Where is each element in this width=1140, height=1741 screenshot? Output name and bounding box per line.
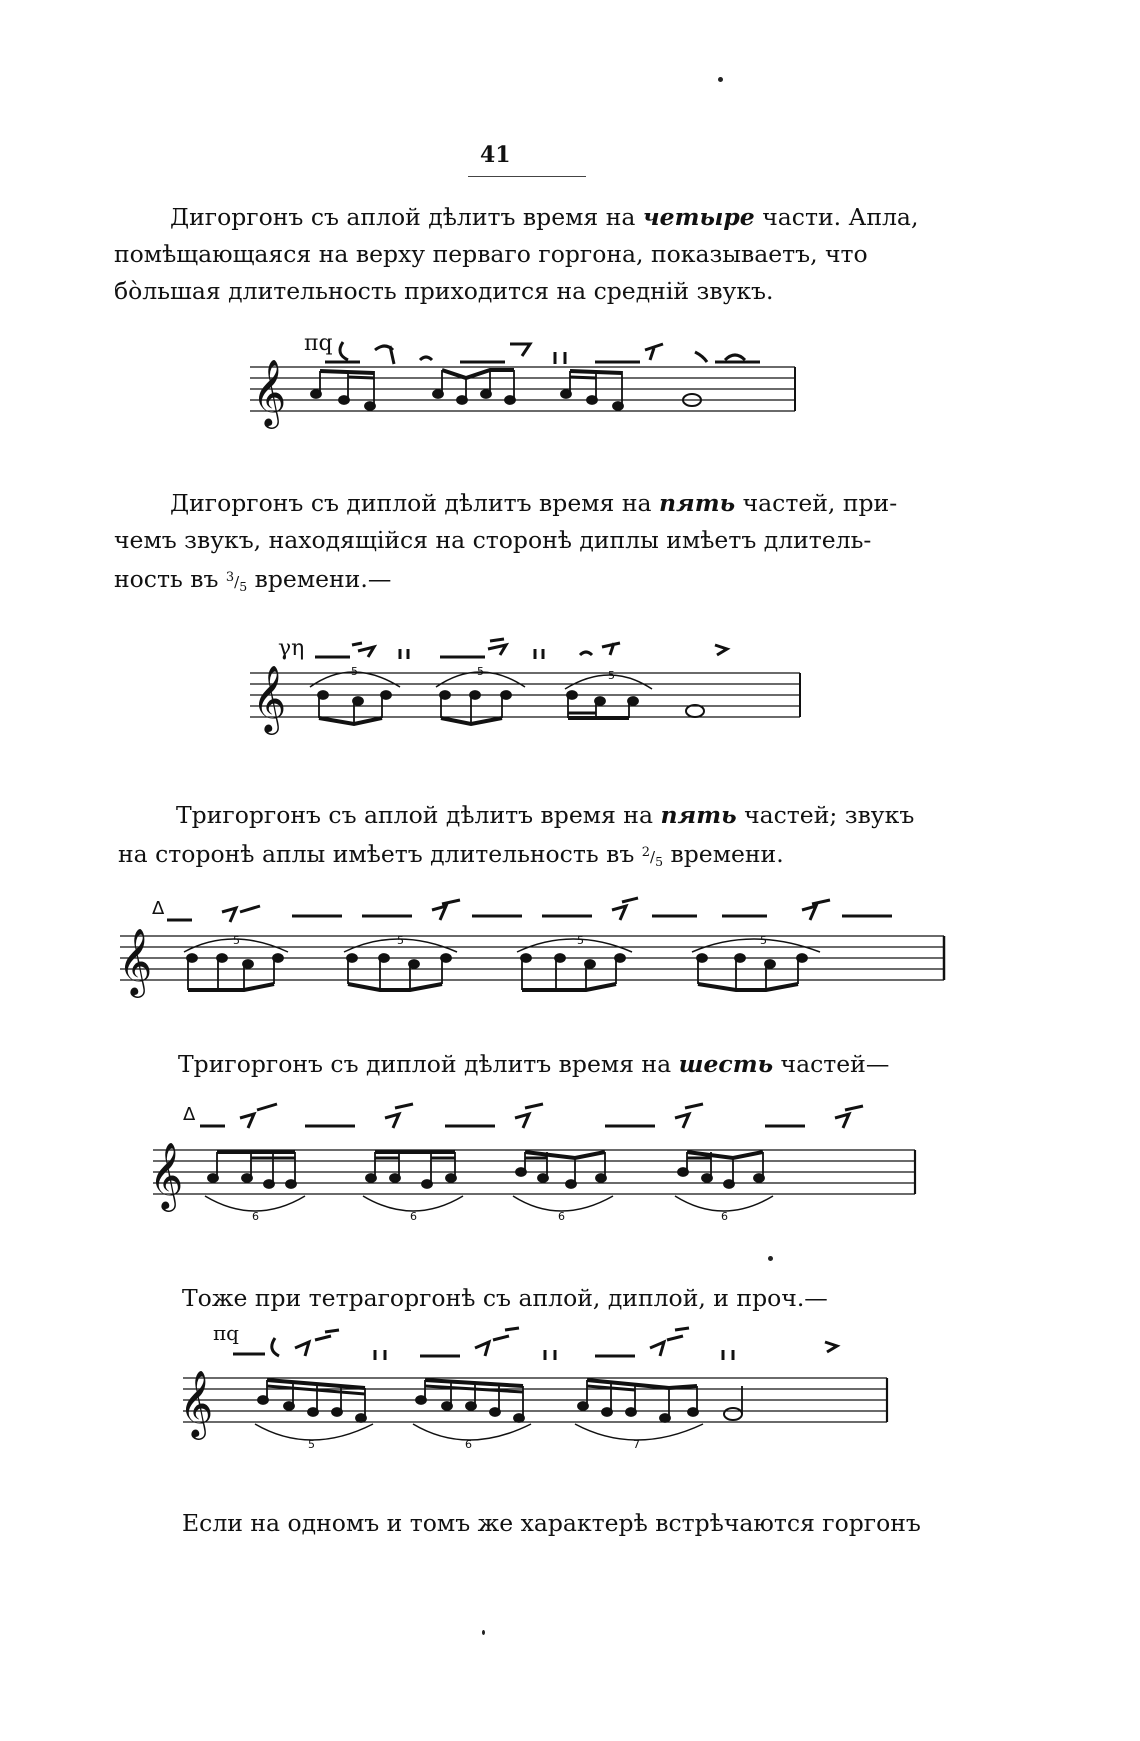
treble-clef-icon: 𝄞 [252, 664, 287, 732]
paragraph-3-line-1: Тригоргонъ съ аплой дѣлитъ время на пять частей; звукъ [176, 801, 915, 829]
tuplet-group [255, 1380, 373, 1451]
tuplet-group [675, 1152, 773, 1223]
mode-sign-5: πq [213, 1321, 239, 1345]
mode-sign-3: Δ [152, 898, 165, 919]
music-example-1 [240, 322, 810, 442]
ink-speck [718, 77, 723, 82]
tuplet-group [413, 1380, 531, 1451]
staff-5 [183, 1378, 887, 1422]
tuplet-number: 6 [465, 1438, 472, 1451]
tuplet-group [184, 934, 288, 990]
music-example-2 [240, 625, 810, 755]
paragraph-3 [118, 797, 944, 880]
byzantine-neumes-2 [278, 636, 727, 661]
tuplet-number: 7 [633, 1438, 640, 1451]
tuplet-group [513, 1152, 613, 1223]
tuplet-group [575, 1380, 703, 1451]
music-example-3 [112, 890, 962, 1015]
treble-clef-icon: 𝄞 [179, 1369, 214, 1437]
page-number-rule [468, 176, 586, 177]
treble-clef-icon: 𝄞 [252, 358, 287, 426]
mode-sign-2: γη [278, 636, 305, 661]
treble-clef-icon: 𝄞 [118, 927, 153, 995]
tuplet-number: 6 [721, 1210, 728, 1223]
tuplet-number: 5 [760, 934, 767, 947]
paragraph-4 [178, 1046, 938, 1083]
paragraph-5-line-1: Тоже при тетрагоргонѣ съ аплой, диплой, и проч.— [182, 1284, 828, 1312]
music-example-5 [175, 1318, 895, 1458]
ink-speck [482, 1630, 485, 1635]
tuplet-group [344, 934, 457, 990]
tuplet-number: 5 [577, 934, 584, 947]
tuplet-number: 5 [308, 1438, 315, 1451]
byzantine-neumes-1 [304, 331, 760, 364]
paragraph-1-line-3: бо̀льшая длительность приходится на средній звукъ. [114, 277, 774, 305]
paragraph-4-line-1: Тригоргонъ съ диплой дѣлитъ время на шесть частей— [178, 1050, 890, 1078]
tuplet-number: 5 [608, 669, 615, 682]
page-number: 41 [480, 142, 511, 168]
paragraph-2-line-1: Дигоргонъ съ диплой дѣлитъ время на пять частей, при- [170, 489, 898, 517]
paragraph-2 [114, 485, 940, 605]
paragraph-6-line-1: Если на одномъ и томъ же характерѣ встрѣчаются горгонъ [182, 1509, 921, 1537]
notes-4 [205, 1152, 773, 1223]
treble-clef-icon: 𝄞 [149, 1141, 184, 1209]
notes-1 [311, 370, 701, 410]
tuplet-number: 5 [477, 665, 484, 678]
paragraph-5 [182, 1280, 942, 1317]
tuplet-number: 5 [351, 665, 358, 678]
paragraph-1 [114, 199, 940, 310]
tuplet-group [692, 934, 820, 990]
music-example-4 [145, 1096, 935, 1231]
paragraph-6 [182, 1505, 962, 1542]
tuplet-number: 6 [410, 1210, 417, 1223]
paragraph-2-line-2: чемъ звукъ, находящійся на сторонѣ диплы имѣетъ длитель- [114, 526, 872, 554]
tuplet-group [517, 934, 632, 990]
staff-2 [250, 673, 800, 717]
mode-sign-1: πq [304, 331, 333, 356]
tuplet-group [363, 1152, 463, 1223]
notes-5 [255, 1380, 742, 1451]
tuplet-number: 6 [252, 1210, 259, 1223]
tuplet-group [205, 1152, 305, 1223]
notes-3 [184, 934, 820, 990]
mode-sign-4: Δ [183, 1104, 196, 1125]
byzantine-neumes-3 [152, 898, 892, 922]
tuplet-number: 5 [397, 934, 404, 947]
paragraph-3-line-2: на сторонѣ аплы имѣетъ длительность въ $^2/_5$ времени. [118, 840, 784, 869]
paragraph-1-line-1: Дигоргонъ съ аплой дѣлитъ время на четыре части. Апла, [170, 203, 919, 231]
ink-speck [768, 1256, 773, 1261]
byzantine-neumes-5 [213, 1321, 837, 1360]
staff-1 [250, 367, 795, 411]
tuplet-number: 5 [233, 934, 240, 947]
byzantine-neumes-4 [183, 1104, 863, 1128]
paragraph-2-line-3: ность въ $^3/_5$ времени.— [114, 565, 392, 594]
paragraph-1-line-2: помѣщающаяся на верху перваго горгона, показываетъ, что [114, 240, 868, 268]
tuplet-number: 6 [558, 1210, 565, 1223]
